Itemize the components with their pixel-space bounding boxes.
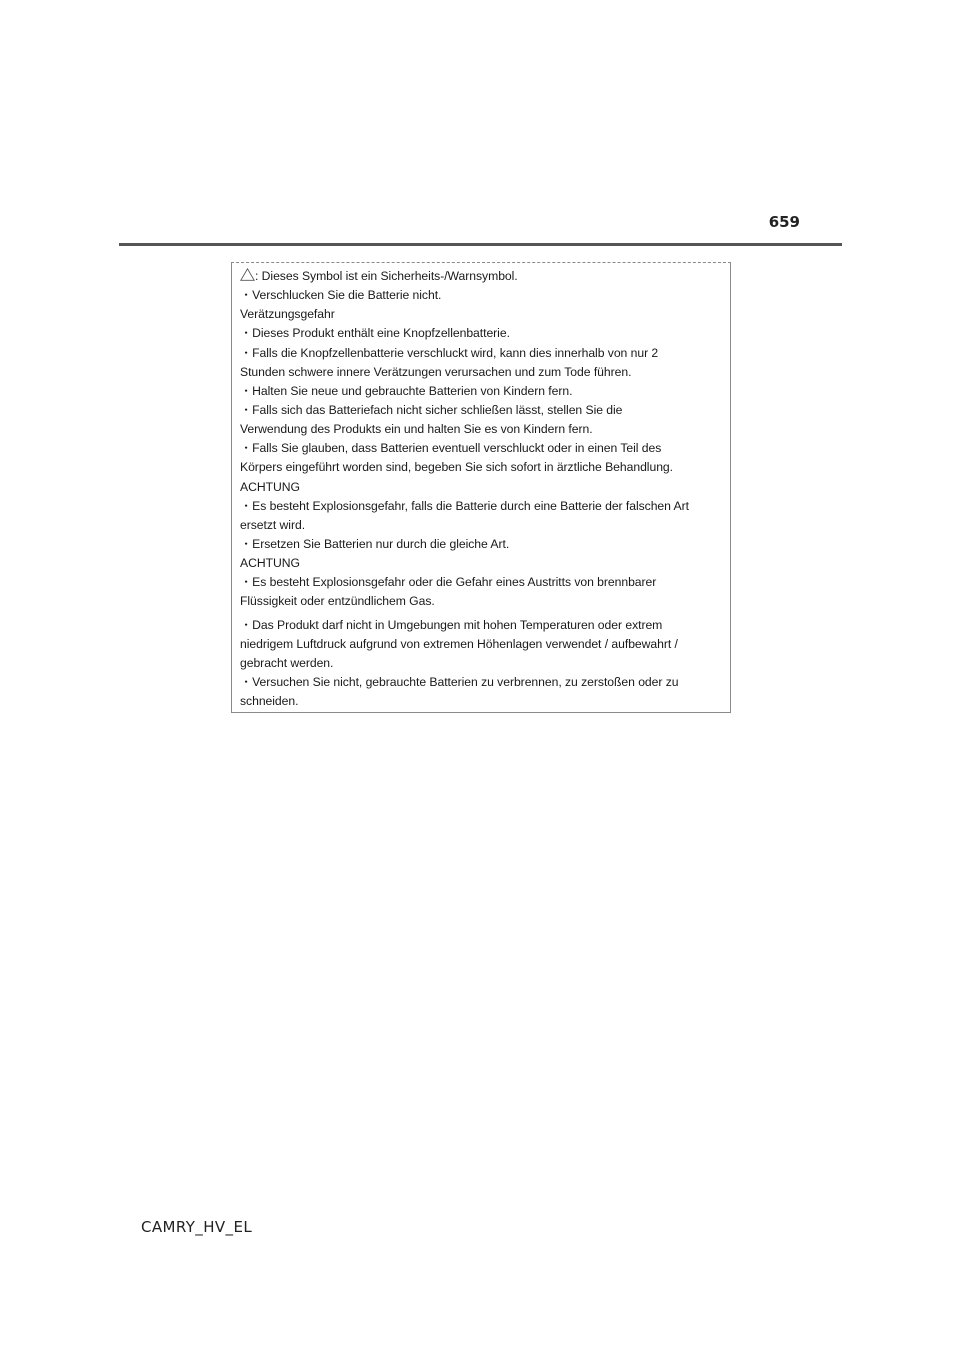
notice-line: ・Es besteht Explosionsgefahr oder die Gefahr eines Austritts von brennbarer — [240, 575, 657, 590]
notice-line: Verwendung des Produkts ein und halten Sie es von Kindern fern. — [240, 422, 593, 437]
notice-line: Stunden schwere innere Verätzungen verursachen und zum Tode führen. — [240, 364, 632, 379]
notice-heading: ACHTUNG — [240, 479, 300, 494]
notice-line-text: : Dieses Symbol ist ein Sicherheits-/Warnsymbol. — [255, 269, 518, 283]
page-number: 659 — [768, 213, 800, 231]
notice-line: ersetzt wird. — [240, 517, 306, 532]
notice-line: niedrigem Luftdruck aufgrund von extremen Höhenlagen verwendet / aufbewahrt / — [240, 636, 678, 651]
header-rule — [119, 243, 842, 246]
notice-line: ・Falls Sie glauben, dass Batterien eventuell verschluckt oder in einen Teil des — [240, 441, 662, 456]
notice-line: ・Falls sich das Batteriefach nicht sicher schließen lässt, stellen Sie die — [240, 402, 623, 417]
notice-heading: Verätzungsgefahr — [240, 307, 335, 322]
notice-line: ・Es besteht Explosionsgefahr, falls die Batterie durch eine Batterie der falschen Art — [240, 498, 689, 513]
notice-line: gebracht werden. — [240, 655, 334, 670]
notice-line-symbol-legend — [240, 267, 724, 286]
notice-line: schneiden. — [240, 694, 299, 709]
notice-text — [240, 267, 724, 711]
notice-heading: ACHTUNG — [240, 556, 300, 571]
battery-warning-notice — [231, 262, 731, 713]
notice-line: ・Falls die Knopfzellenbatterie verschluckt wird, kann dies innerhalb von nur 2 — [240, 345, 659, 360]
notice-line: Körpers eingeführt worden sind, begeben Sie sich sofort in ärztliche Behandlung. — [240, 460, 673, 475]
notice-line: ・Halten Sie neue und gebrauchte Batterien von Kindern fern. — [240, 383, 573, 398]
notice-line: ・Ersetzen Sie Batterien nur durch die gleiche Art. — [240, 536, 510, 551]
notice-line: Flüssigkeit oder entzündlichem Gas. — [240, 594, 435, 609]
document-footer-id: CAMRY_HV_EL — [141, 1218, 253, 1236]
notice-line: ・Dieses Produkt enthält eine Knopfzellenbatterie. — [240, 326, 510, 341]
notice-line: ・Das Produkt darf nicht in Umgebungen mit hohen Temperaturen oder extrem — [240, 617, 663, 632]
notice-line: ・Versuchen Sie nicht, gebrauchte Batterien zu verbrennen, zu zerstoßen oder zu — [240, 674, 679, 689]
notice-line: ・Verschlucken Sie die Batterie nicht. — [240, 288, 442, 303]
warning-triangle-icon — [240, 268, 255, 281]
